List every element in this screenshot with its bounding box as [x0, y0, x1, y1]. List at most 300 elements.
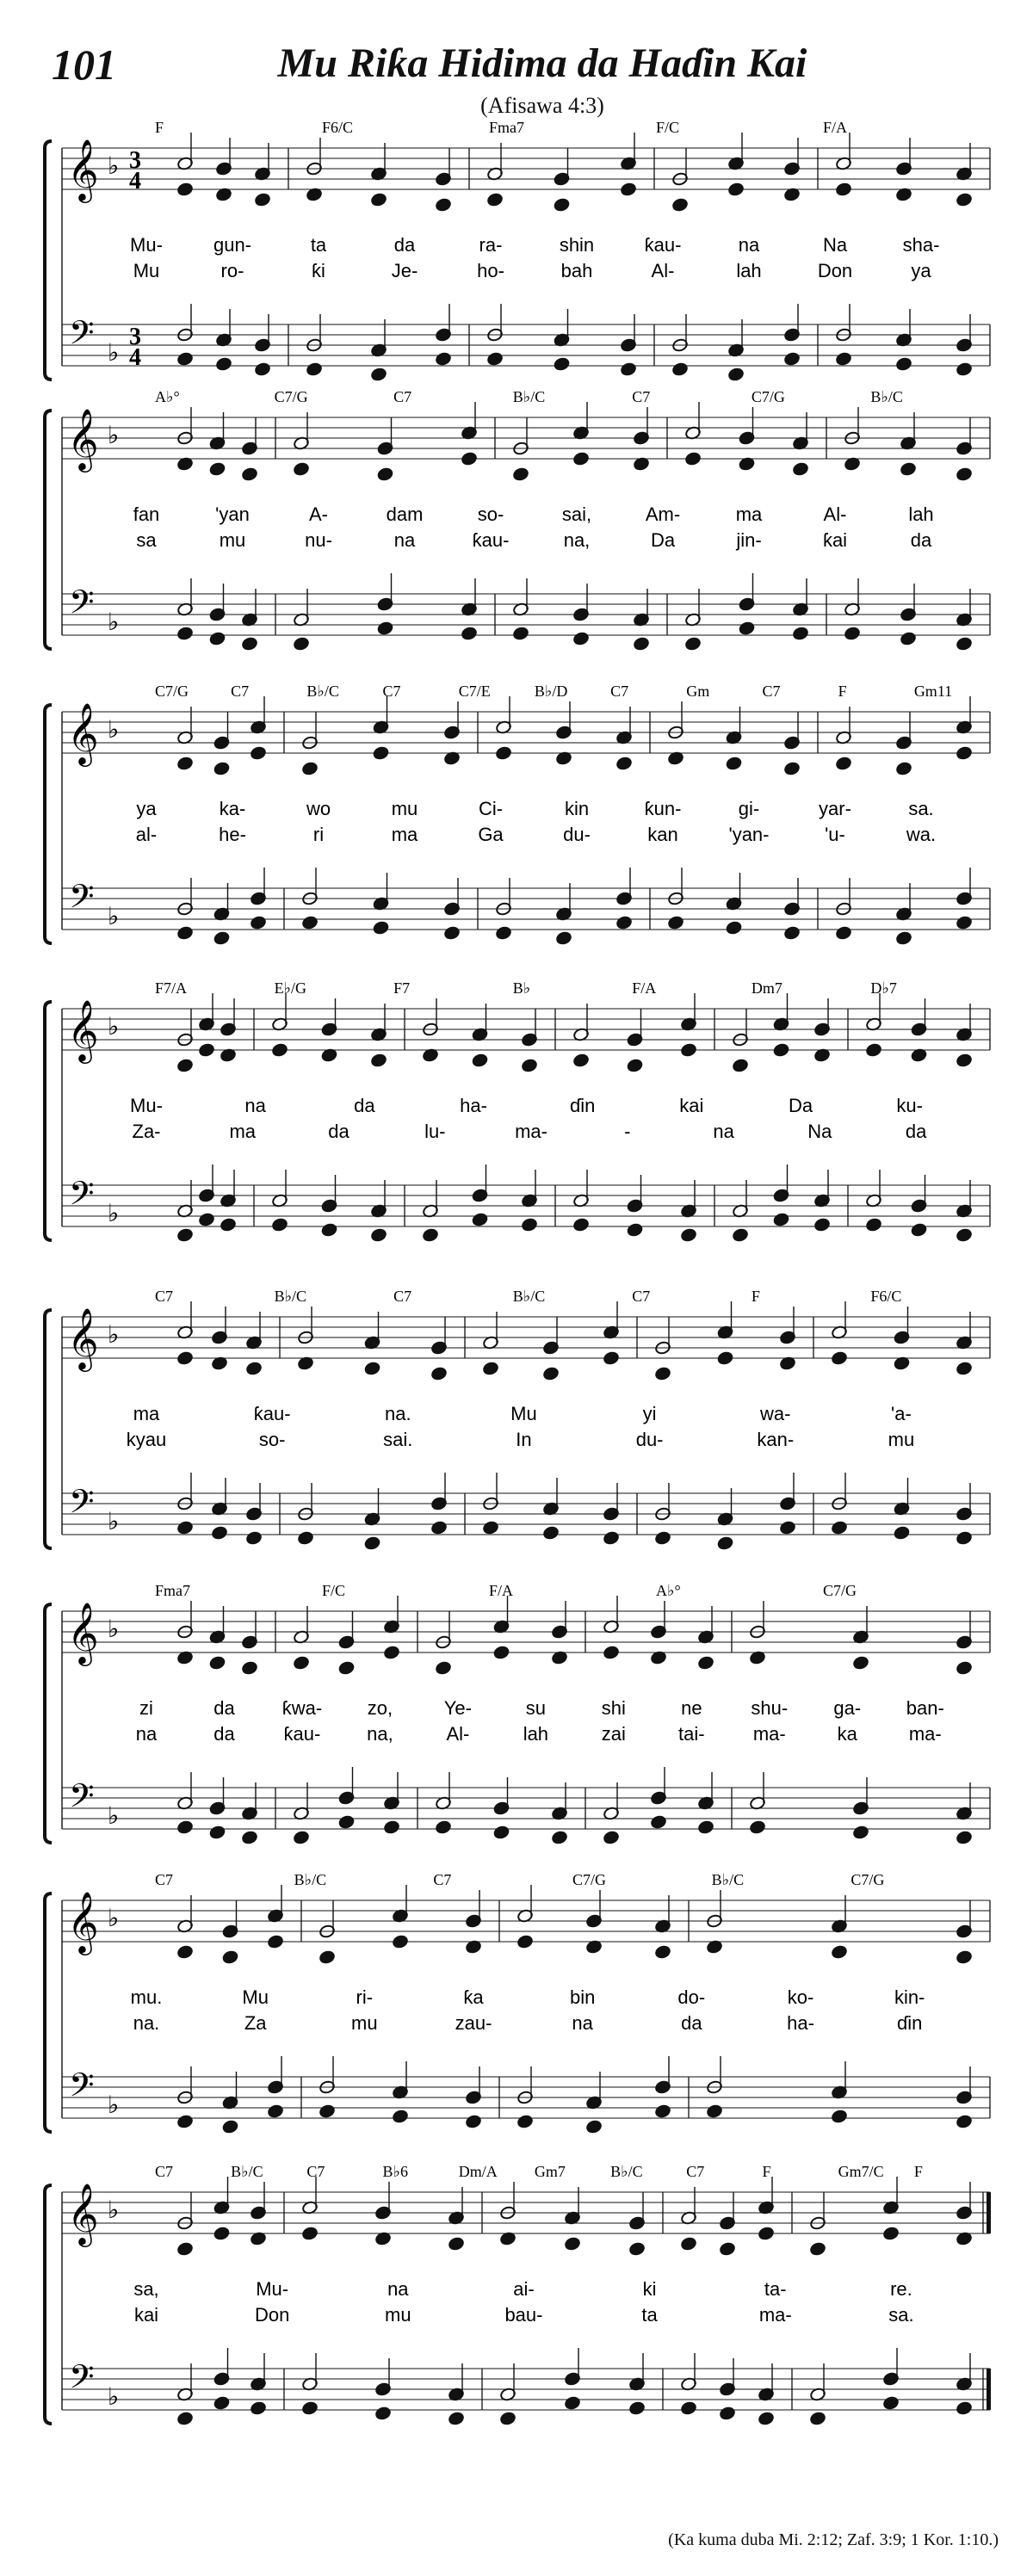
bass-lower-note: [956, 1831, 972, 1845]
system-bracket: [45, 2185, 52, 2424]
chord-symbol: B♭/C: [610, 2163, 643, 2180]
alto-note: [835, 757, 851, 771]
treble-clef: 𝄞: [67, 701, 99, 764]
lyric-verse-1: ka-: [219, 798, 246, 819]
lyric-verse-1: mu: [391, 798, 418, 819]
lyric-verse-1: na.: [385, 1403, 411, 1424]
alto-note: [732, 1059, 748, 1073]
lyric-verse-1: na: [387, 2278, 409, 2300]
chord-symbol: F7/A: [155, 979, 188, 997]
chord-symbol: C7/E: [458, 683, 491, 700]
bass-lower-note: [448, 2412, 464, 2426]
alto-note: [956, 467, 972, 482]
bass-lower-note: [852, 1825, 869, 1840]
lyric-verse-1: Ci-: [478, 798, 504, 819]
bass-lower-note: [512, 627, 529, 641]
footnote: (Ka kuma duba Mi. 2:12; Zaf. 3:9; 1 Kor. 1:10.): [668, 2530, 999, 2549]
lyric-verse-2: na: [572, 2012, 593, 2034]
lyric-verse-1: dam: [386, 503, 424, 525]
music-system: [45, 2163, 991, 2425]
lyric-verse-1: do-: [677, 1986, 706, 2008]
bass-lower-note: [213, 931, 230, 946]
lyric-verse-1: 'a-: [891, 1403, 912, 1424]
alto-note: [719, 2242, 735, 2257]
lyric-verse-1: ɗin: [569, 1095, 596, 1116]
alto-note: [222, 1950, 238, 1965]
bass-lower-note: [319, 2104, 335, 2119]
alto-note: [271, 1043, 288, 1058]
lyric-verse-2: ma: [229, 1121, 257, 1142]
lyric-verse-1: Mu-: [130, 234, 163, 256]
chord-symbol: B♭: [512, 979, 531, 997]
bass-lower-note: [627, 1223, 643, 1238]
bass-lower-note: [654, 1531, 671, 1546]
lyric-verse-2: na: [393, 529, 416, 551]
bass-lower-note: [493, 1825, 510, 1840]
lyric-verse-1: ta: [310, 234, 327, 256]
lyric-verse-2: du-: [563, 824, 591, 845]
lyric-verse-1: Mu: [242, 1986, 269, 2008]
lyric-verse-2: ha-: [787, 2012, 814, 2034]
bass-lower-note: [222, 2120, 238, 2134]
chord-symbol: F: [155, 119, 164, 136]
lyric-verse-2: ma-: [758, 2304, 792, 2326]
bass-lower-note: [900, 632, 916, 646]
key-signature-flat: ♭: [108, 2382, 120, 2411]
bass-lower-note: [486, 352, 503, 367]
lyric-verse-2: ri: [312, 824, 325, 845]
bass-lower-note: [254, 362, 270, 377]
alto-note: [792, 462, 808, 477]
lyric-verse-2: ro-: [220, 260, 244, 281]
chord-symbol: F7: [393, 979, 411, 997]
alto-note: [852, 1656, 869, 1671]
lyric-verse-2: al-: [135, 824, 158, 845]
alto-note: [267, 1935, 283, 1949]
lyric-verse-2: Da: [650, 529, 676, 551]
alto-note: [627, 1059, 643, 1073]
alto-note: [654, 1367, 671, 1381]
lyric-verse-1: ban-: [906, 1697, 944, 1719]
key-signature-flat: ♭: [108, 1801, 120, 1830]
bass-lower-note: [176, 1228, 193, 1243]
bass-lower-note: [176, 352, 193, 367]
lyric-verse-2: ya: [911, 260, 931, 281]
bass-lower-note: [684, 637, 701, 652]
bass-lower-note: [894, 1526, 910, 1541]
chord-symbol: C7: [686, 2163, 705, 2180]
bass-lower-note: [749, 1820, 765, 1835]
chord-symbol: C7/G: [823, 1582, 857, 1599]
bass-lower-note: [956, 637, 972, 652]
chord-symbol: C7: [762, 683, 781, 700]
bass-lower-note: [373, 921, 389, 936]
music-system: [45, 388, 990, 651]
alto-note: [758, 2227, 774, 2241]
chord-symbol: F: [838, 683, 847, 700]
chord-symbol: C7: [155, 1871, 174, 1888]
lyric-verse-1: su: [525, 1697, 547, 1719]
bass-lower-note: [895, 931, 912, 946]
bass-lower-note: [779, 1521, 795, 1535]
chord-symbol: C7: [433, 1871, 452, 1888]
bass-lower-note: [245, 1531, 262, 1546]
bass-lower-note: [882, 2396, 899, 2411]
lyric-verse-2: ɗin: [896, 2012, 923, 2034]
lyric-verse-1: yi: [642, 1403, 657, 1424]
bass-lower-note: [482, 1521, 498, 1535]
alto-note: [373, 746, 389, 761]
bass-lower-note: [572, 632, 589, 646]
alto-note: [176, 2242, 193, 2257]
chord-symbol: B♭/C: [274, 1288, 307, 1305]
alto-note: [542, 1367, 559, 1381]
bass-lower-note: [250, 2401, 266, 2416]
bass-lower-note: [719, 2406, 735, 2421]
chord-symbol: A♭°: [155, 388, 180, 405]
lyric-verse-2: ta: [641, 2304, 658, 2326]
alto-note: [241, 1661, 257, 1676]
lyric-verse-1: ta-: [764, 2278, 787, 2300]
key-signature-flat: ♭: [108, 1199, 120, 1227]
chord-symbol: B♭/C: [306, 683, 339, 700]
bass-lower-note: [680, 2401, 696, 2416]
bass-lower-note: [956, 2115, 972, 2129]
bass-lower-note: [176, 1820, 193, 1835]
lyric-verse-2: ma-: [515, 1121, 548, 1142]
scripture-reference: (Afisawa 4:3): [480, 93, 604, 118]
music-system: [45, 979, 990, 1242]
chord-symbol: C7: [393, 388, 412, 405]
lyric-verse-2: mu: [219, 529, 246, 551]
key-signature-flat: ♭: [108, 2196, 120, 2224]
bass-lower-note: [615, 916, 632, 930]
lyric-verse-2: ma-: [752, 1723, 786, 1745]
alto-note: [383, 1646, 399, 1660]
chord-symbol: A♭°: [656, 1582, 681, 1599]
bass-lower-note: [465, 2115, 481, 2129]
lyric-verse-1: ƙwa-: [281, 1697, 323, 1719]
bass-lower-note: [364, 1536, 380, 1551]
bass-lower-note: [301, 916, 318, 930]
alto-note: [293, 1656, 309, 1671]
bass-lower-note: [956, 916, 972, 930]
chord-symbol: Dm7: [751, 979, 782, 997]
lyric-verse-2: da: [213, 1723, 235, 1745]
lyric-verse-1: bin: [569, 1986, 596, 2008]
lyric-verse-2: na,: [563, 529, 591, 551]
lyric-verse-2: tai-: [678, 1723, 705, 1745]
chord-symbol: Fma7: [155, 1582, 191, 1599]
chord-symbol: B♭/C: [711, 1871, 745, 1888]
bass-lower-note: [956, 1531, 972, 1546]
lyric-verse-2: da: [905, 1121, 927, 1142]
lyric-verse-2: lu-: [424, 1121, 446, 1142]
bass-lower-note: [895, 357, 912, 372]
bass-lower-note: [956, 1228, 972, 1243]
bass-lower-note: [267, 2104, 283, 2119]
alto-note: [301, 762, 318, 776]
alto-note: [430, 1367, 447, 1381]
lyric-verse-1: ga-: [833, 1697, 862, 1719]
chord-symbol: F: [762, 2163, 771, 2180]
bass-lower-note: [911, 1223, 927, 1238]
bass-lower-note: [792, 627, 808, 641]
lyric-verse-2: ma-: [908, 1723, 942, 1745]
chord-symbol: F6/C: [322, 119, 354, 136]
lyric-verse-2: bau-: [504, 2304, 543, 2326]
lyric-verse-2: so-: [258, 1429, 286, 1450]
lyric-verse-2: da: [681, 2012, 702, 2034]
bass-lower-note: [338, 1815, 355, 1830]
lyric-verse-1: kin: [564, 798, 590, 819]
lyric-verse-2: Za-: [132, 1121, 161, 1142]
alto-note: [176, 1059, 193, 1073]
alto-note: [956, 1362, 972, 1376]
bass-clef: 𝄢: [69, 313, 95, 360]
alto-note: [516, 1935, 533, 1949]
alto-note: [495, 746, 511, 761]
lyric-verse-1: gun-: [213, 234, 252, 256]
lyric-verse-1: zo,: [367, 1697, 393, 1719]
lyric-verse-2: bah: [560, 260, 593, 281]
chord-symbol: C7: [155, 2163, 174, 2180]
lyric-verse-2: Na: [807, 1121, 832, 1142]
system-bracket: [45, 1002, 52, 1240]
lyric-verse-2: sa: [136, 529, 157, 551]
alto-note: [956, 1661, 972, 1676]
bass-lower-note: [176, 2115, 193, 2129]
bass-lower-note: [422, 1228, 438, 1243]
alto-note: [392, 1935, 408, 1949]
alto-note: [895, 762, 912, 776]
lyric-verse-2: Al-: [446, 1723, 470, 1745]
bass-lower-note: [499, 2412, 516, 2426]
bass-lower-note: [783, 352, 800, 367]
lyric-verse-2: wa.: [906, 824, 937, 845]
bass-lower-note: [831, 2110, 847, 2124]
bass-lower-note: [697, 1820, 714, 1835]
bass-lower-note: [633, 637, 649, 652]
lyric-verse-1: ya: [136, 798, 157, 819]
lyric-verse-2: Don: [817, 260, 853, 281]
time-signature-top: 3: [129, 324, 141, 350]
hymn-title: Mu Riƙa Hidima da Haɗin Kai: [277, 40, 807, 86]
chord-symbol: C7/G: [851, 1871, 885, 1888]
lyric-verse-1: Mu-: [256, 2278, 289, 2300]
alto-note: [370, 193, 387, 207]
chord-symbol: C7: [632, 388, 651, 405]
bass-clef: 𝄢: [69, 877, 95, 924]
system-bracket: [45, 141, 52, 380]
bass-lower-note: [831, 1521, 847, 1535]
bass-lower-note: [176, 1521, 193, 1535]
alto-note: [370, 1053, 387, 1068]
lyric-verse-1: ƙa: [463, 1986, 484, 2008]
key-signature-flat: ♭: [108, 608, 120, 636]
alto-note: [773, 1043, 789, 1058]
lyric-verse-1: kai: [679, 1095, 704, 1116]
bass-lower-note: [564, 2396, 580, 2411]
bass-lower-note: [783, 926, 800, 941]
bass-lower-note: [809, 2412, 826, 2426]
bass-lower-note: [241, 637, 257, 652]
key-signature-flat: ♭: [108, 1507, 120, 1535]
bass-lower-note: [241, 1831, 257, 1845]
treble-clef: 𝄞: [67, 407, 99, 470]
bass-lower-note: [472, 1213, 488, 1227]
bass-lower-note: [717, 1536, 733, 1551]
bass-lower-note: [727, 368, 744, 382]
lyric-verse-1: 'yan: [215, 503, 250, 525]
lyric-verse-2: sai.: [383, 1429, 413, 1450]
lyric-verse-2: ƙau-: [472, 529, 510, 551]
lyric-verse-2: ho-: [477, 260, 504, 281]
bass-lower-note: [620, 362, 636, 377]
system-bracket: [45, 1310, 52, 1548]
lyric-verse-1: shu-: [751, 1697, 789, 1719]
alto-note: [521, 1059, 537, 1073]
alto-note: [615, 757, 632, 771]
music-system: [45, 1582, 990, 1844]
chord-symbol: B♭/C: [870, 388, 903, 405]
chord-symbol: B♭/C: [512, 388, 546, 405]
bass-lower-note: [306, 362, 322, 377]
alto-note: [727, 182, 744, 197]
key-signature-flat: ♭: [108, 421, 120, 449]
treble-clef: 𝄞: [67, 1307, 99, 1369]
chord-symbol: F/A: [632, 979, 657, 997]
alto-note: [448, 2237, 464, 2252]
alto-note: [809, 2242, 826, 2257]
bass-clef: 𝄢: [69, 1174, 95, 1220]
lyric-verse-1: ki: [642, 2278, 657, 2300]
lyric-verse-1: sa.: [908, 798, 934, 819]
lyric-verse-1: gi-: [738, 798, 760, 819]
bass-lower-note: [220, 1218, 236, 1232]
lyric-verse-2: ƙi: [312, 260, 325, 281]
bass-lower-note: [516, 2115, 533, 2129]
chord-symbol: Fma7: [489, 119, 525, 136]
chord-symbol: C7: [632, 1288, 651, 1305]
alto-note: [493, 1646, 510, 1660]
bass-lower-note: [555, 931, 572, 946]
chord-symbol: F/C: [322, 1582, 346, 1599]
lyric-verse-2: In: [516, 1429, 532, 1450]
chord-symbol: F/A: [823, 119, 848, 136]
lyric-verse-2: da: [328, 1121, 349, 1142]
alto-note: [684, 452, 701, 466]
lyric-verse-1: ko-: [787, 1986, 814, 2008]
bass-lower-note: [706, 2104, 722, 2119]
bass-lower-note: [956, 362, 972, 377]
time-signature-bottom: 4: [129, 168, 141, 195]
chord-symbol: C7/G: [751, 388, 785, 405]
bass-clef: 𝄢: [69, 1776, 95, 1823]
lyric-verse-1: Na: [822, 234, 848, 256]
alto-note: [254, 193, 270, 207]
chord-symbol: C7: [382, 683, 401, 700]
lyric-verse-1: ma: [735, 503, 763, 525]
music-system: [45, 1871, 990, 2134]
chord-symbol: C7/G: [274, 388, 308, 405]
chord-symbol: C7: [306, 2163, 325, 2180]
lyric-verse-2: Al-: [651, 260, 675, 281]
alto-note: [319, 1950, 335, 1965]
lyric-verse-2: kyau: [126, 1429, 167, 1450]
chord-symbol: B♭/C: [512, 1288, 546, 1305]
key-signature-flat: ♭: [108, 1012, 120, 1041]
lyric-verse-1: ku-: [896, 1095, 923, 1116]
bass-lower-note: [667, 916, 684, 930]
alto-note: [956, 1053, 972, 1068]
chord-symbol: C7: [155, 1288, 174, 1305]
treble-clef: 𝄞: [67, 1601, 99, 1664]
key-signature-flat: ♭: [108, 1320, 120, 1349]
music-system: [45, 1288, 990, 1550]
final-bar-thick: [987, 2369, 991, 2410]
alto-note: [176, 1945, 193, 1960]
final-bar-thick: [987, 2192, 991, 2233]
alto-note: [176, 182, 193, 197]
alto-note: [956, 193, 972, 207]
system-bracket: [45, 705, 52, 943]
lyric-verse-1: ne: [681, 1697, 702, 1719]
bass-lower-note: [865, 1218, 881, 1232]
lyric-verse-1: A-: [309, 503, 328, 525]
alto-note: [620, 182, 636, 197]
alto-note: [377, 467, 393, 482]
lyric-verse-2: Mu: [133, 260, 160, 281]
alto-note: [250, 746, 266, 761]
alto-note: [726, 757, 742, 771]
bass-lower-note: [383, 1820, 399, 1835]
alto-note: [835, 182, 851, 197]
bass-lower-note: [176, 627, 193, 641]
lyric-verse-1: da: [213, 1697, 235, 1719]
bass-lower-note: [758, 2412, 774, 2426]
alto-note: [435, 198, 451, 213]
chord-symbol: B♭/C: [294, 1871, 327, 1888]
bass-lower-note: [293, 1831, 309, 1845]
treble-clef: 𝄞: [67, 2182, 99, 2245]
lyric-verse-2: kan: [647, 824, 678, 845]
lyric-verse-1: wa-: [760, 1403, 791, 1424]
chord-symbol: B♭6: [382, 2163, 409, 2180]
lyric-verse-2: ka: [837, 1723, 857, 1745]
lyric-verse-2: na: [713, 1121, 734, 1142]
chord-symbol: C7/G: [572, 1871, 607, 1888]
alto-note: [554, 198, 570, 213]
bass-lower-note: [392, 2110, 408, 2124]
lyric-verse-2: Je-: [391, 260, 418, 281]
lyric-verse-1: sai,: [561, 503, 592, 525]
alto-note: [831, 1351, 847, 1366]
lyric-verse-1: lah: [908, 503, 934, 525]
alto-note: [697, 1656, 714, 1671]
lyric-verse-1: so-: [477, 503, 504, 525]
lyric-verse-1: Da: [788, 1095, 813, 1116]
chord-symbol: F: [751, 1288, 760, 1305]
bass-lower-note: [542, 1526, 559, 1541]
bass-lower-note: [739, 621, 755, 636]
chord-symbol: Gm11: [913, 683, 953, 700]
lyric-verse-1: sha-: [902, 234, 940, 256]
alto-note: [245, 1362, 262, 1376]
lyric-verse-2: na.: [133, 2012, 160, 2034]
bass-lower-note: [551, 1831, 567, 1845]
alto-note: [198, 1043, 214, 1058]
